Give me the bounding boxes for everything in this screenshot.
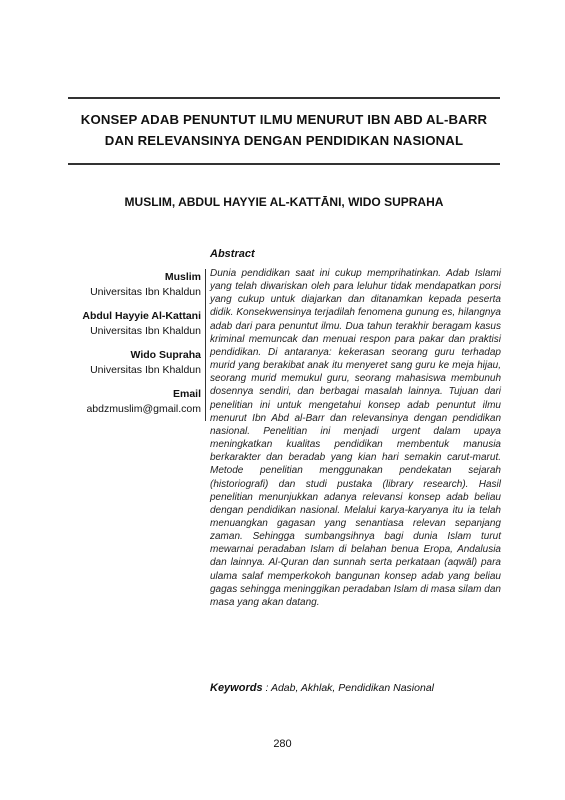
top-rule (68, 97, 500, 99)
page-number: 280 (273, 738, 292, 750)
bottom-rule (68, 163, 500, 165)
title-line-2: DAN RELEVANSINYA DENGAN PENDIDIKAN NASIONAL (104, 133, 464, 148)
abstract-body: Dunia pendidikan saat ini cukup memprihatinkan. Adab Islami yang telah diwariskan oleh para leluhur tidak mendapatkan porsi yang cukup untuk diajarkan dan ditanamkan kepada peserta didik. Konsekwensinya terjadilah fenomena gunung es, hilangnya adab dari para penuntut ilmu. Dua tahun terakhir beragam kasus kriminal memuncak dan menuai respon para pakar dan praktisi pendidikan. Di antaranya: kekerasan seorang guru terhadap murid yang berakibat anak itu menyeret sang guru ke meja hijau, seorang murid memukul guru, seorang mahasiswa membunuh dosennya sendiri, dan berbagai masalah lainnya. Tujuan dari penelitian ini untuk mengetahui konsep adab penuntut ilmu menurut Ibn Abd al-Barr dan relevansinya dengan pendidikan nasional. Penelitian ini menjadi urgent dalam upaya meningkatkan kualitas pendidikan membentuk manusia berkarakter dan beradab yang kian hari semakin carut-marut. Metode penelitian menggunakan pendekatan sejarah (historiografi) dan studi pustaka (library research). Hasil penelitian menunjukkan adanya relevansi konsep adab beliau dengan pendidikan nasional. Melalui karya-karyanya itu ia telah menuangkan gagasan yang senantiasa relevan sepanjang zaman. Sehingga sumbangsihnya bagi dunia Islam turut mewarnai peradaban Islam di belahan benua Eropa, Andalusia dan lainnya. Al-Quran dan sunnah serta perkataan (aqwāl) para ulama salaf memperkokoh bangunan konsep adab yang beliau gagas sehingga meninggikan peradaban Islam di masa silam dan masa yang akan datang. (210, 268, 501, 608)
abstract-heading: Abstract (210, 248, 255, 260)
column-divider (205, 269, 206, 421)
keywords-value: : Adab, Akhlak, Pendidikan Nasional (265, 682, 434, 694)
author-institution: Universitas Ibn Khaldun (90, 325, 201, 337)
keywords-label: Keywords (210, 682, 263, 694)
affiliation-block (41, 309, 201, 339)
author-name: Abdul Hayyie Al-Kattani (82, 310, 201, 322)
title-line-1: KONSEP ADAB PENUNTUT ILMU MENURUT IBN ABD AL-BARR (80, 112, 488, 127)
author-list: MUSLIM, ABDUL HAYYIE AL-KATTĀNI, WIDO SUPRAHA (124, 195, 444, 209)
affiliation-column (41, 270, 201, 426)
paper-title (60, 109, 508, 151)
email-address: abdzmuslim@gmail.com (86, 403, 201, 415)
author-name: Muslim (164, 271, 201, 283)
author-institution: Universitas Ibn Khaldun (90, 286, 201, 298)
email-label: Email (172, 388, 201, 400)
keywords-line (210, 682, 510, 694)
author-name: Wido Supraha (130, 349, 201, 361)
email-block (41, 387, 201, 417)
affiliation-block (41, 270, 201, 300)
author-institution: Universitas Ibn Khaldun (90, 364, 201, 376)
affiliation-block (41, 348, 201, 378)
